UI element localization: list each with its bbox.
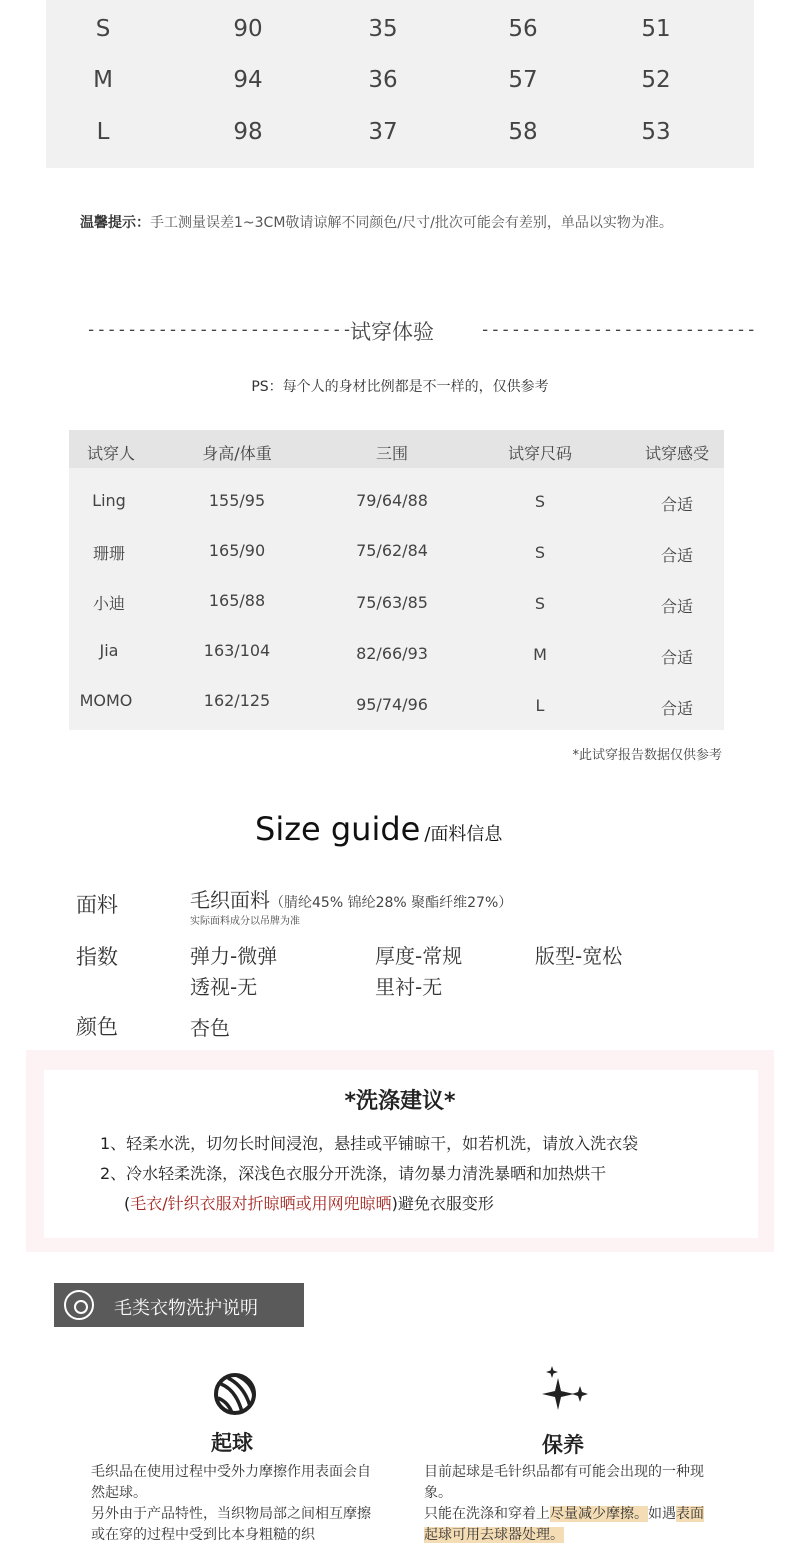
sparkle-icon xyxy=(540,1366,594,1420)
wash-line-3-rest: )避免衣服变形 xyxy=(391,1194,494,1213)
fabric-label: 面料 xyxy=(76,893,118,917)
size-cell: 51 xyxy=(641,16,671,42)
pilling-paragraph-2: 另外由于产品特性，当织物局部之间相互摩擦或在穿的过程中受到比本身粗糙的织 xyxy=(91,1506,371,1543)
table-cell: 合适 xyxy=(660,648,694,667)
size-cell: 56 xyxy=(508,16,538,42)
size-table xyxy=(46,0,754,168)
pilling-title: 起球 xyxy=(211,1431,253,1455)
size-cell: M xyxy=(93,67,113,93)
maintenance-paragraph-2c: 如遇 xyxy=(648,1506,676,1522)
tryon-ps-note: PS：每个人的身材比例都是不一样的，仅供参考 xyxy=(251,379,549,395)
table-cell: 79/64/88 xyxy=(356,491,428,510)
fabric-name: 毛织面料 xyxy=(190,888,270,912)
size-cell: 98 xyxy=(233,119,263,145)
paren-open: ( xyxy=(124,1194,131,1213)
wash-line-2: 2、冷水轻柔洗涤，深浅色衣服分开洗涤，请勿暴力清洗暴晒和加热烘干 xyxy=(100,1164,607,1183)
table-cell: 小迪 xyxy=(92,594,126,613)
header-cell: 三围 xyxy=(375,444,409,463)
fabric-value xyxy=(190,884,512,913)
care-banner-text: 毛类衣物洗护说明 xyxy=(114,1298,258,1319)
table-cell: Jia xyxy=(99,641,119,660)
thickness-value: 厚度-常规 xyxy=(375,944,463,968)
size-cell: 53 xyxy=(641,119,671,145)
table-cell: 163/104 xyxy=(203,641,271,660)
table-cell: MOMO xyxy=(79,691,133,710)
table-cell: 合适 xyxy=(660,597,694,616)
table-cell: L xyxy=(535,696,545,715)
table-cell: 165/90 xyxy=(208,541,266,560)
table-cell: Ling xyxy=(92,491,126,510)
fit-value: 版型-宽松 xyxy=(535,944,623,968)
maintenance-paragraph-1: 目前起球是毛针织品都有可能会出现的一种现象。 xyxy=(424,1464,704,1501)
table-header xyxy=(69,430,724,468)
fabric-composition: （腈纶45% 锦纶28% 聚酯纤维27%） xyxy=(270,895,513,911)
size-cell: 35 xyxy=(368,16,398,42)
lining-value: 里衬-无 xyxy=(375,975,443,999)
size-row xyxy=(46,51,754,91)
care-instructions-banner xyxy=(54,1283,304,1327)
section-title: 试穿体验 xyxy=(350,320,434,344)
size-row xyxy=(46,0,754,40)
size-guide-title: Size guide xyxy=(255,810,421,848)
size-cell: 37 xyxy=(368,119,398,145)
table-cell: 162/125 xyxy=(203,691,271,710)
table-cell: 合适 xyxy=(660,699,694,718)
wash-line-1: 1、轻柔水洗，切勿长时间浸泡，悬挂或平铺晾干，如若机洗，请放入洗衣袋 xyxy=(100,1134,639,1153)
maintenance-highlight-1: 尽量减少摩擦。 xyxy=(550,1506,648,1522)
maintenance-text xyxy=(424,1462,714,1546)
measurement-tip xyxy=(80,212,673,232)
size-cell: S xyxy=(95,16,111,42)
size-guide-subtitle: /面料信息 xyxy=(424,824,503,845)
size-cell: 94 xyxy=(233,67,263,93)
wash-line-3 xyxy=(124,1191,494,1214)
color-label: 颜色 xyxy=(76,1015,118,1039)
maintenance-highlight-2: 表面起球可用去球器处理。 xyxy=(424,1506,704,1543)
header-cell: 试穿人 xyxy=(86,444,136,463)
table-cell: 合适 xyxy=(660,546,694,565)
table-cell: 82/66/93 xyxy=(356,644,428,663)
divider-left: --------------------------- xyxy=(86,320,363,340)
size-cell: 57 xyxy=(508,67,538,93)
maintenance-paragraph-2a: 只能在洗涤和穿着上 xyxy=(424,1506,550,1522)
table-cell: S xyxy=(534,492,546,511)
tryon-disclaimer: *此试穿报告数据仅供参考 xyxy=(572,748,722,763)
size-cell: 36 xyxy=(368,67,398,93)
pilling-text xyxy=(91,1462,381,1546)
divider-right: --------------------------- xyxy=(480,320,757,340)
maintenance-title: 保养 xyxy=(542,1433,584,1457)
fabric-note: 实际面料成分以吊牌为准 xyxy=(190,916,300,927)
table-cell: 合适 xyxy=(660,495,694,514)
table-cell: S xyxy=(534,543,546,562)
header-cell: 试穿尺码 xyxy=(507,444,573,463)
size-cell: 90 xyxy=(233,16,263,42)
tip-text: 手工测量误差1~3CM敬请谅解不同颜色/尺寸/批次可能会有差别，单品以实物为准。 xyxy=(150,215,673,231)
color-value: 杏色 xyxy=(190,1016,230,1040)
size-cell: 52 xyxy=(641,67,671,93)
tryon-section-header xyxy=(0,316,800,346)
table-cell: 75/62/84 xyxy=(356,541,428,560)
transparency-value: 透视-无 xyxy=(190,975,258,999)
pilling-paragraph-1: 毛织品在使用过程中受外力摩擦作用表面会自然起球。 xyxy=(91,1464,371,1501)
wash-advice-title: *洗涤建议* xyxy=(344,1089,456,1114)
tip-label: 温馨提示： xyxy=(80,215,150,231)
table-cell: M xyxy=(533,645,547,664)
header-cell: 身高/体重 xyxy=(202,444,272,463)
header-cell: 试穿感受 xyxy=(644,444,710,463)
wash-highlight: 毛衣/针织衣服对折晾晒或用网兜晾晒 xyxy=(130,1194,392,1213)
table-cell: 75/63/85 xyxy=(356,593,428,612)
size-cell: L xyxy=(96,119,110,145)
yarn-ball-icon xyxy=(64,1290,94,1320)
index-label: 指数 xyxy=(76,945,118,969)
table-cell: 165/88 xyxy=(208,591,266,610)
size-row xyxy=(46,103,754,143)
table-cell: 珊珊 xyxy=(92,544,126,563)
table-cell: 95/74/96 xyxy=(356,695,428,714)
elasticity-value: 弹力-微弹 xyxy=(190,944,278,968)
size-cell: 58 xyxy=(508,119,538,145)
size-guide-heading xyxy=(255,810,502,848)
table-cell: S xyxy=(534,594,546,613)
yarn-icon xyxy=(212,1370,260,1418)
tryon-table xyxy=(69,430,724,730)
table-cell: 155/95 xyxy=(208,491,266,510)
